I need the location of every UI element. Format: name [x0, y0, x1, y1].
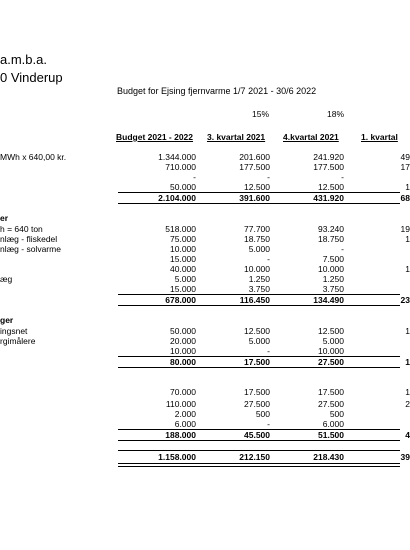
cell-q4: 177.500	[313, 162, 344, 172]
cell-q4: -	[341, 172, 344, 182]
cell-budget: 110.000	[165, 399, 196, 409]
cell-q1: 1	[405, 387, 410, 397]
cell-budget: 15.000	[170, 284, 196, 294]
cell-q3: 12.500	[244, 326, 270, 336]
org-name: a.m.b.a.	[0, 52, 47, 67]
cell-budget: 1.344.000	[158, 152, 196, 162]
total-line	[118, 367, 400, 368]
cell-q4: 7.500	[322, 254, 344, 264]
cell-q3: 17.500	[244, 387, 270, 397]
cell-q1: 1	[405, 264, 410, 274]
total-budget: 80.000	[170, 357, 196, 367]
cell-budget: 10.000	[170, 244, 196, 254]
cell-q3: 27.500	[244, 399, 270, 409]
cell-q4: -	[341, 244, 344, 254]
cell-q1: 1	[405, 182, 410, 192]
col-header-q3: 3. kvartal 2021	[207, 132, 266, 142]
cell-q3: -	[267, 172, 270, 182]
cell-budget: 710.000	[165, 162, 196, 172]
cell-q3: 12.500	[244, 182, 270, 192]
cell-q4: 10.000	[318, 264, 344, 274]
row-label: æg	[0, 274, 13, 284]
total-q3: 45.500	[244, 430, 270, 440]
total-budget: 2.104.000	[158, 193, 196, 203]
cell-q3: -	[267, 254, 270, 264]
section-heading: ger	[0, 315, 14, 325]
cell-budget: -	[193, 172, 196, 182]
cell-q3: 177.500	[239, 162, 270, 172]
grand-total-q1: 39	[400, 452, 410, 462]
row-label: MWh x 640,00 kr.	[0, 152, 67, 162]
col-header-q4: 4.kvartal 2021	[283, 132, 339, 142]
grand-total-line	[118, 450, 400, 451]
total-q3: 17.500	[244, 357, 270, 367]
total-q1: 4	[405, 430, 410, 440]
cell-budget: 75.000	[170, 234, 196, 244]
total-q3: 391.600	[239, 193, 270, 203]
cell-q1: 17	[400, 162, 410, 172]
cell-q1: 1	[405, 326, 410, 336]
org-city: 0 Vinderup	[0, 70, 63, 85]
total-q3: 116.450	[239, 295, 270, 305]
cell-budget: 10.000	[170, 346, 196, 356]
cell-q1: 1	[405, 234, 410, 244]
cell-budget: 70.000	[170, 387, 196, 397]
total-q4: 134.490	[313, 295, 344, 305]
grand-total-double-line	[118, 463, 400, 467]
q4-percentage: 18%	[327, 109, 345, 119]
cell-budget: 20.000	[170, 336, 196, 346]
q3-percentage: 15%	[252, 109, 270, 119]
total-line	[118, 203, 400, 204]
total-budget: 678.000	[165, 295, 196, 305]
total-q1: 1	[405, 357, 410, 367]
cell-q3: 1.250	[248, 274, 270, 284]
row-label: rgimålere	[0, 336, 36, 346]
cell-q3: 77.700	[244, 224, 270, 234]
total-q1: 68	[400, 193, 410, 203]
cell-q4: 3.750	[322, 284, 344, 294]
cell-q4: 241.920	[313, 152, 344, 162]
cell-q3: 5.000	[248, 244, 270, 254]
cell-q4: 500	[329, 409, 344, 419]
cell-q4: 93.240	[318, 224, 344, 234]
cell-budget: 5.000	[174, 274, 196, 284]
budget-title: Budget for Ejsing fjernvarme 1/7 2021 - 30/6 2022	[117, 86, 317, 96]
row-label: nlæg - fliskedel	[0, 234, 58, 244]
grand-total-q4: 218.430	[313, 452, 344, 462]
cell-q4: 17.500	[318, 387, 344, 397]
cell-q4: 6.000	[322, 419, 344, 429]
cell-q3: 5.000	[248, 336, 270, 346]
cell-q3: -	[267, 346, 270, 356]
cell-q4: 12.500	[318, 326, 344, 336]
total-line	[118, 440, 400, 441]
cell-budget: 6.000	[174, 419, 196, 429]
cell-q3: 18.750	[244, 234, 270, 244]
row-label: h = 640 ton	[0, 224, 43, 234]
row-label: ingsnet	[0, 326, 28, 336]
col-header-q1: 1. kvartal	[361, 132, 398, 142]
cell-budget: 40.000	[170, 264, 196, 274]
cell-q3: 10.000	[244, 264, 270, 274]
total-q4: 431.920	[313, 193, 344, 203]
cell-q4: 5.000	[322, 336, 344, 346]
total-line	[118, 305, 400, 306]
cell-q1: 19	[400, 224, 410, 234]
cell-budget: 50.000	[170, 182, 196, 192]
cell-q4: 18.750	[318, 234, 344, 244]
cell-q4: 12.500	[318, 182, 344, 192]
cell-q4: 1.250	[322, 274, 344, 284]
cell-q3: 3.750	[248, 284, 270, 294]
grand-total-budget: 1.158.000	[158, 452, 196, 462]
section-heading: er	[0, 213, 9, 223]
cell-q1: 49	[400, 152, 410, 162]
cell-q3: 500	[255, 409, 270, 419]
cell-q1: 2	[405, 399, 410, 409]
total-q4: 27.500	[318, 357, 344, 367]
cell-q4: 10.000	[318, 346, 344, 356]
total-q1: 23	[400, 295, 410, 305]
cell-q4: 27.500	[318, 399, 344, 409]
cell-budget: 518.000	[165, 224, 196, 234]
total-q4: 51.500	[318, 430, 344, 440]
cell-q3: -	[267, 419, 270, 429]
cell-q3: 201.600	[239, 152, 270, 162]
cell-budget: 50.000	[170, 326, 196, 336]
total-budget: 188.000	[165, 430, 196, 440]
row-label: nlæg - solvarme	[0, 244, 61, 254]
cell-budget: 15.000	[170, 254, 196, 264]
cell-budget: 2.000	[174, 409, 196, 419]
col-header-budget: Budget 2021 - 2022	[116, 132, 194, 142]
grand-total-q3: 212.150	[239, 452, 270, 462]
